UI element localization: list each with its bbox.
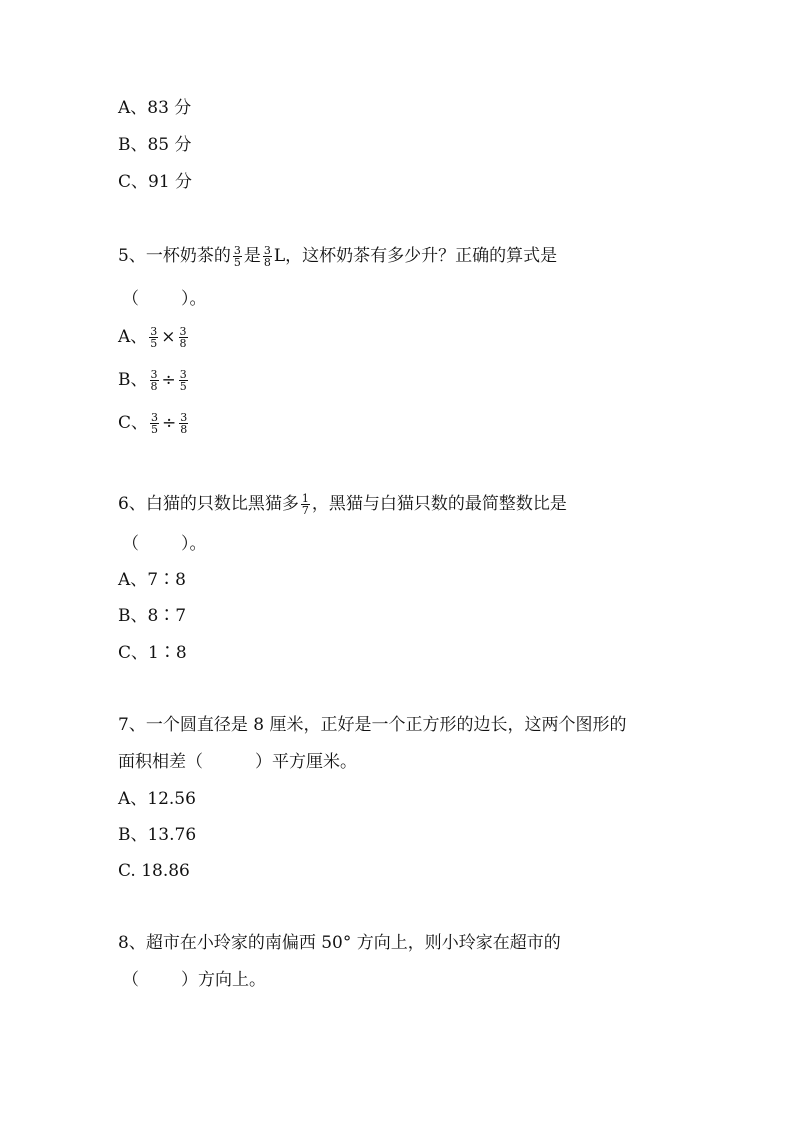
q6-option-b: B、8∶7 xyxy=(118,606,187,626)
q6-suffix: ，黑猫与白猫只数的最简整数比是 xyxy=(311,494,567,514)
q5-fraction-2: $\frac{3}{8}$ xyxy=(263,244,271,269)
q5-option-b: B、 $\frac{3}{8}$ ÷ $\frac{3}{5}$ xyxy=(118,368,187,393)
q5-fraction-1: $\frac{3}{5}$ xyxy=(233,244,241,269)
q7-stem-line2: 面积相差（ ）平方厘米。 xyxy=(118,752,357,772)
q8-stem-line1: 8、超市在小玲家的南偏西 50° 方向上，则小玲家在超市的 xyxy=(118,933,561,953)
q5-answer-blank: （ ）。 xyxy=(122,289,207,309)
q5-option-c: C、 $\frac{3}{5}$ ÷ $\frac{3}{8}$ xyxy=(118,411,188,436)
q4-option-b: B、85 分 xyxy=(118,135,192,155)
q5-stem xyxy=(118,244,557,268)
q5-suffix: L，这杯奶茶有多少升？正确的算式是 xyxy=(273,246,558,266)
q5-mid: 是 xyxy=(243,246,261,266)
q7-option-c: C. 18.86 xyxy=(118,861,190,881)
q5-option-a: A、 $\frac{3}{5}$ × $\frac{3}{8}$ xyxy=(118,325,187,350)
q5-prefix: 5、一杯奶茶的 xyxy=(118,246,231,266)
q6-option-a: A、7∶8 xyxy=(118,570,186,590)
q7-option-b: B、13.76 xyxy=(118,825,197,845)
q8-stem-line2: （ ）方向上。 xyxy=(122,970,266,990)
q7-stem-line1: 7、一个圆直径是 8 厘米，正好是一个正方形的边长，这两个图形的 xyxy=(118,715,627,735)
q6-fraction: $\frac{1}{7}$ xyxy=(301,492,309,517)
q4-option-a: A、83 分 xyxy=(118,98,192,118)
q6-stem xyxy=(118,492,567,516)
q6-answer-blank: （ ）。 xyxy=(122,534,207,554)
q6-option-c: C、1∶8 xyxy=(118,643,187,663)
q6-prefix: 6、白猫的只数比黑猫多 xyxy=(118,494,299,514)
q4-option-c: C、91 分 xyxy=(118,172,193,192)
q7-option-a: A、12.56 xyxy=(118,789,196,809)
